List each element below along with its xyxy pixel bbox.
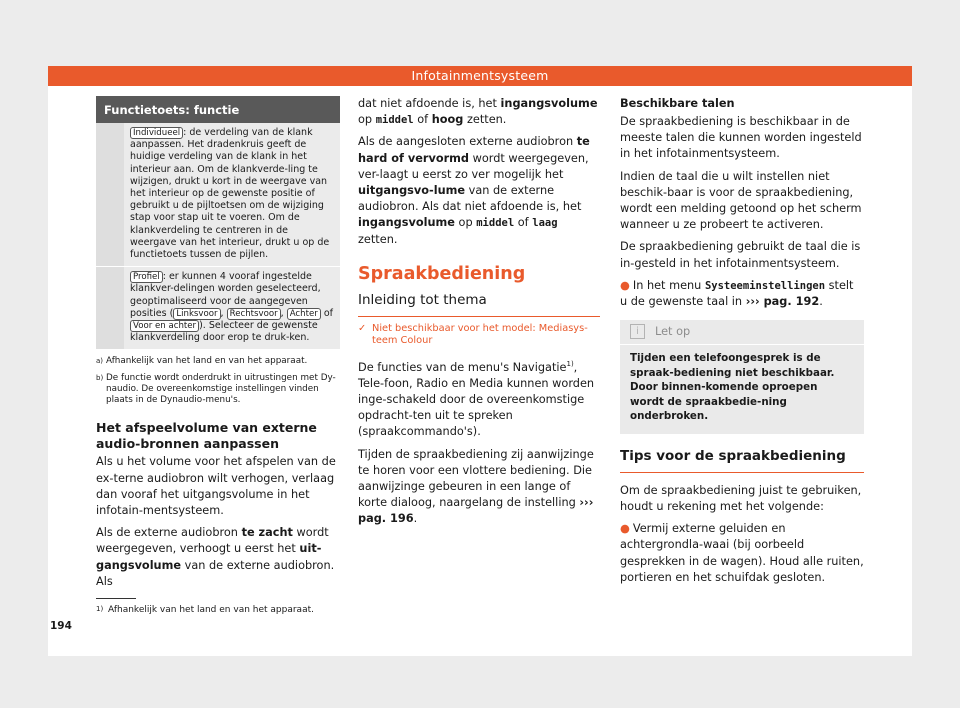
note-text: Tijden een telefoongesprek is de spraak-bediening niet beschikbaar. Door binnen-komende oproepen wordt de spraakbedie-ning onderbroken.	[630, 352, 835, 423]
column-right	[620, 96, 864, 592]
key-profiel: Profiel	[130, 271, 163, 283]
col2-paragraph-1: dat niet afdoende is, het ingangsvolume op middel of hoog zetten.	[358, 97, 598, 127]
page-link-192[interactable]: ››› pag. 192	[745, 295, 820, 309]
bullet-icon: ●	[620, 278, 630, 292]
table-row	[96, 123, 340, 267]
col3-paragraph-3: De spraakbediening gebruikt de taal die is in-gesteld in het infotainmentsysteem.	[620, 240, 861, 270]
volume-heading: Het afspeelvolume van externe audio-bronnen aanpassen	[96, 420, 317, 452]
note-box	[620, 320, 864, 434]
col3-paragraph-2: Indien de taal die u wilt instellen niet beschik-baar is voor de spraakbediening, wordt een melding getoond op het scherm wanneer u ze probeert te activeren.	[620, 169, 862, 232]
key-voor-en-achter: Voor en achter	[130, 320, 199, 332]
key-linksvoor: Linksvoor	[173, 308, 220, 320]
col3-paragraph-5: Om de spraakbediening juist te gebruiken, houdt u rekening met het volgende:	[620, 483, 862, 513]
col2-paragraph-4: Tijden de spraakbediening zij aanwijzinge te horen voor een vlottere bediening. Die aanwijzinge gebeuren in een lange of korte dialoog, naargelang de instelling ››› pag. 196.	[358, 447, 594, 526]
volume-paragraph-2: Als de externe audiobron te zacht wordt weergegeven, verhoogt u eerst het uit-gangsvolume van de externe audiobron. Als	[96, 526, 335, 588]
bottom-footnote: 1) Afhankelijk van het land en van het apparaat.	[96, 598, 340, 615]
key-individueel: Individueel	[130, 127, 183, 139]
availability-note: ✓ Niet beschikbaar voor het model: Mediasys-teem Colour	[358, 322, 588, 347]
note-label: Let op	[655, 325, 691, 339]
page-number: 194	[50, 620, 72, 632]
page-link-196[interactable]: ››› pag. 196	[358, 496, 594, 526]
tips-title: Tips voor de spraakbediening	[620, 448, 864, 473]
col3-paragraph-4: ● In het menu Systeeminstellingen stelt u de gewenste taal in ››› pag. 192.	[620, 278, 854, 309]
key-rechtsvoor: Rechtsvoor	[227, 308, 281, 320]
volume-paragraph-1: Als u het volume voor het afspelen van de ex-terne audiobron wilt verhogen, verlaag dan vooraf het uitgangsvolume in het infotain-mentsysteem.	[96, 455, 336, 518]
table-row: Profiel : er kunnen 4 vooraf ingestelde klankver-delingen worden geselecteerd, geoptimaliseerd voor de aangegeven posities ( Linksvoor , Rechtsvoor , Achter of Voor en achter ). Selecteer de gewenste klankverdeling door erop te druk-ken.	[96, 267, 340, 350]
footnote-b: b) De functie wordt onderdrukt in uitrustingen met Dy-naudio. De overeenkomstige instellingen vinden plaats in de Dynaudio-menu's.	[96, 373, 336, 406]
col2-paragraph-2: Als de aangesloten externe audiobron te hard of vervormd wordt weergegeven, ver-laagt u eerst zo ver mogelijk het uitgangsvo-lume van de externe audiobron. Als dat niet afdoende is, het ingangsvolume op middel of laag zetten.	[358, 135, 590, 246]
column-left	[96, 96, 340, 596]
checkmark-icon: ✓	[358, 322, 367, 334]
col2-paragraph-3: De functies van de menu's Navigatie$^{1)}$, Tele-foon, Radio en Media kunnen worden inge-schakeld door de overeenkomstige opdracht-ten uit te spreken (spraakcommando's).	[358, 359, 595, 439]
bullet-icon: ●	[620, 522, 630, 536]
section-title: Spraakbediening	[358, 263, 526, 284]
row1-text: : de verdeling van de klank aanpassen. Het dradenkruis geeft de huidige verdeling van de klank in het interieur aan. Om de klankverde-ling te wijzigen, drukt u kort in de weergave van het interieur op de gewenste positie of gebruikt u de pijltoetsen om de wijziging stap voor stap uit te voeren. Om de klankverdeling te centreren in de weergave van het interieur, drukt u op de functietoets tussen de pijlen.	[130, 127, 330, 261]
page-header-title: Infotainmentsysteem	[411, 68, 549, 83]
key-achter: Achter	[287, 308, 321, 320]
column-middle	[358, 96, 600, 534]
intro-title: Inleiding tot thema	[358, 292, 600, 317]
info-icon: i	[630, 324, 645, 339]
col3-paragraph-1: De spraakbediening is beschikbaar in de meeste talen die kunnen worden ingesteld in het infotainmentsysteem.	[620, 115, 862, 161]
languages-heading: Beschikbare talen	[620, 97, 735, 110]
function-table-heading: Functietoets: functie	[96, 96, 340, 123]
footnote-a: a) Afhankelijk van het land en van het apparaat.	[96, 356, 308, 367]
col3-paragraph-6: ● Vermij externe geluiden en achtergrondla-waai (bij oorbeeld gesprekken in de wagen). Houd alle ruiten, portieren en het schuifdak gesloten.	[620, 522, 864, 584]
header-bar	[48, 66, 912, 86]
